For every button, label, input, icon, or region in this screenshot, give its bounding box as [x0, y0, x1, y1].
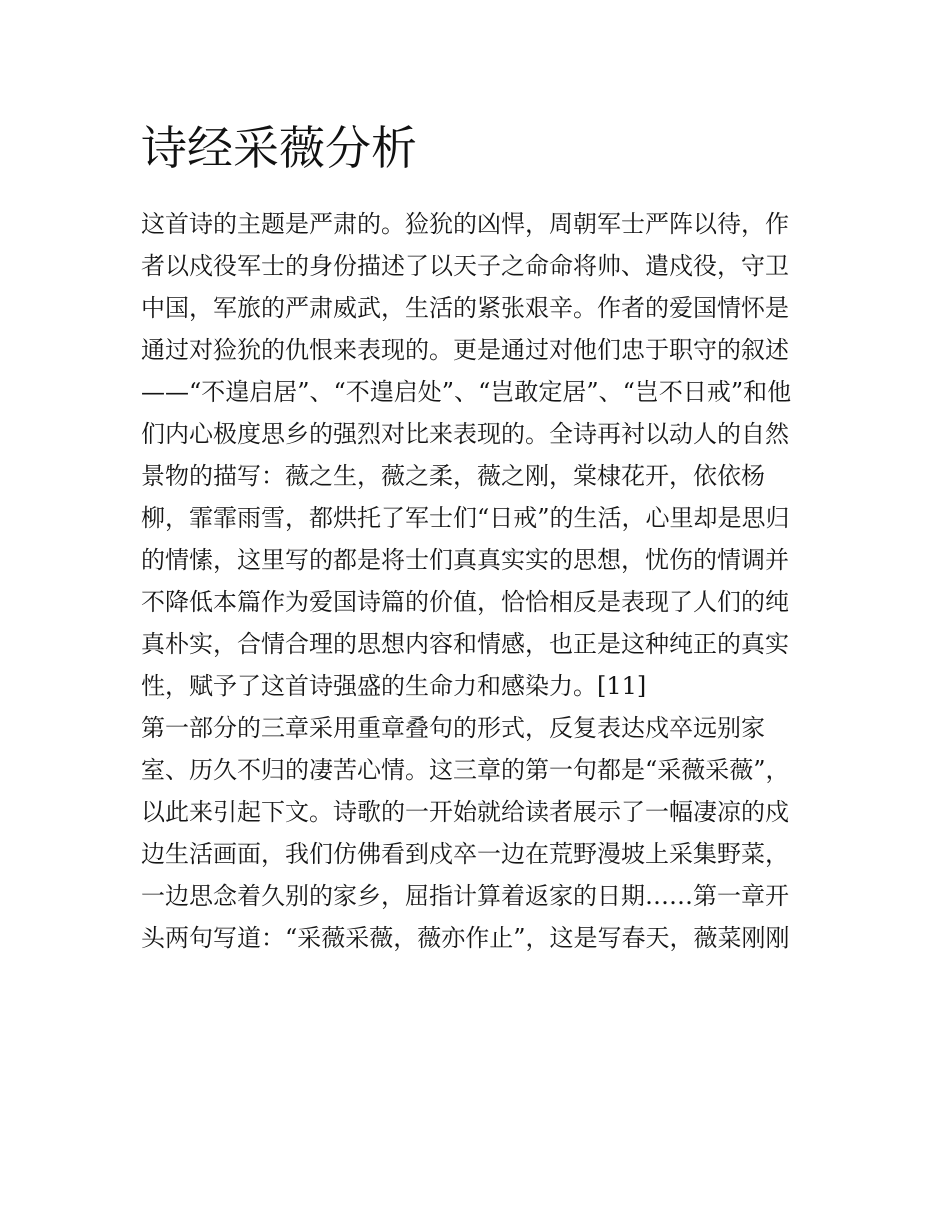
text-line: 真朴实，合情合理的思想内容和情感，也正是这种纯正的真实 — [141, 630, 789, 658]
text-line: 者以戍役军士的身份描述了以天子之命命将帅、遣戍役，守卫 — [141, 252, 789, 280]
text-line: 景物的描写：薇之生，薇之柔，薇之刚，棠棣花开，依依杨 — [141, 462, 765, 490]
text-line: 性，赋予了这首诗强盛的生命力和感染力。[11] — [141, 672, 647, 700]
document-title: 诗经采薇分析 — [141, 121, 417, 175]
text-line: 一边思念着久别的家乡，屈指计算着返家的日期……第一章开 — [141, 882, 789, 910]
text-line: 们内心极度思乡的强烈对比来表现的。全诗再衬以动人的自然 — [141, 420, 789, 448]
text-line: 的情愫，这里写的都是将士们真真实实的思想，忧伤的情调并 — [141, 546, 789, 574]
text-line: 这首诗的主题是严肃的。猃狁的凶悍，周朝军士严阵以待，作 — [141, 210, 789, 238]
text-line: 中国，军旅的严肃威武，生活的紧张艰辛。作者的爱国情怀是 — [141, 294, 789, 322]
text-line: 不降低本篇作为爱国诗篇的价值，恰恰相反是表现了人们的纯 — [141, 588, 789, 616]
text-line: 室、历久不归的凄苦心情。这三章的第一句都是“采薇采薇”， — [141, 756, 790, 784]
text-line: 以此来引起下文。诗歌的一开始就给读者展示了一幅凄凉的戍 — [141, 798, 789, 826]
text-line: 柳，霏霏雨雪，都烘托了军士们“日戒”的生活，心里却是思归 — [141, 504, 790, 532]
text-line: 通过对猃狁的仇恨来表现的。更是通过对他们忠于职守的叙述 — [141, 336, 789, 364]
text-line: ——“不遑启居”、“不遑启处”、“岂敢定居”、“岂不日戒”和他 — [141, 378, 792, 406]
text-line: 第一部分的三章采用重章叠句的形式，反复表达戍卒远别家 — [141, 714, 765, 742]
text-line: 边生活画面，我们仿佛看到戍卒一边在荒野漫坡上采集野菜， — [141, 840, 789, 868]
text-line: 头两句写道：“采薇采薇，薇亦作止”，这是写春天，薇菜刚刚 — [141, 924, 790, 952]
